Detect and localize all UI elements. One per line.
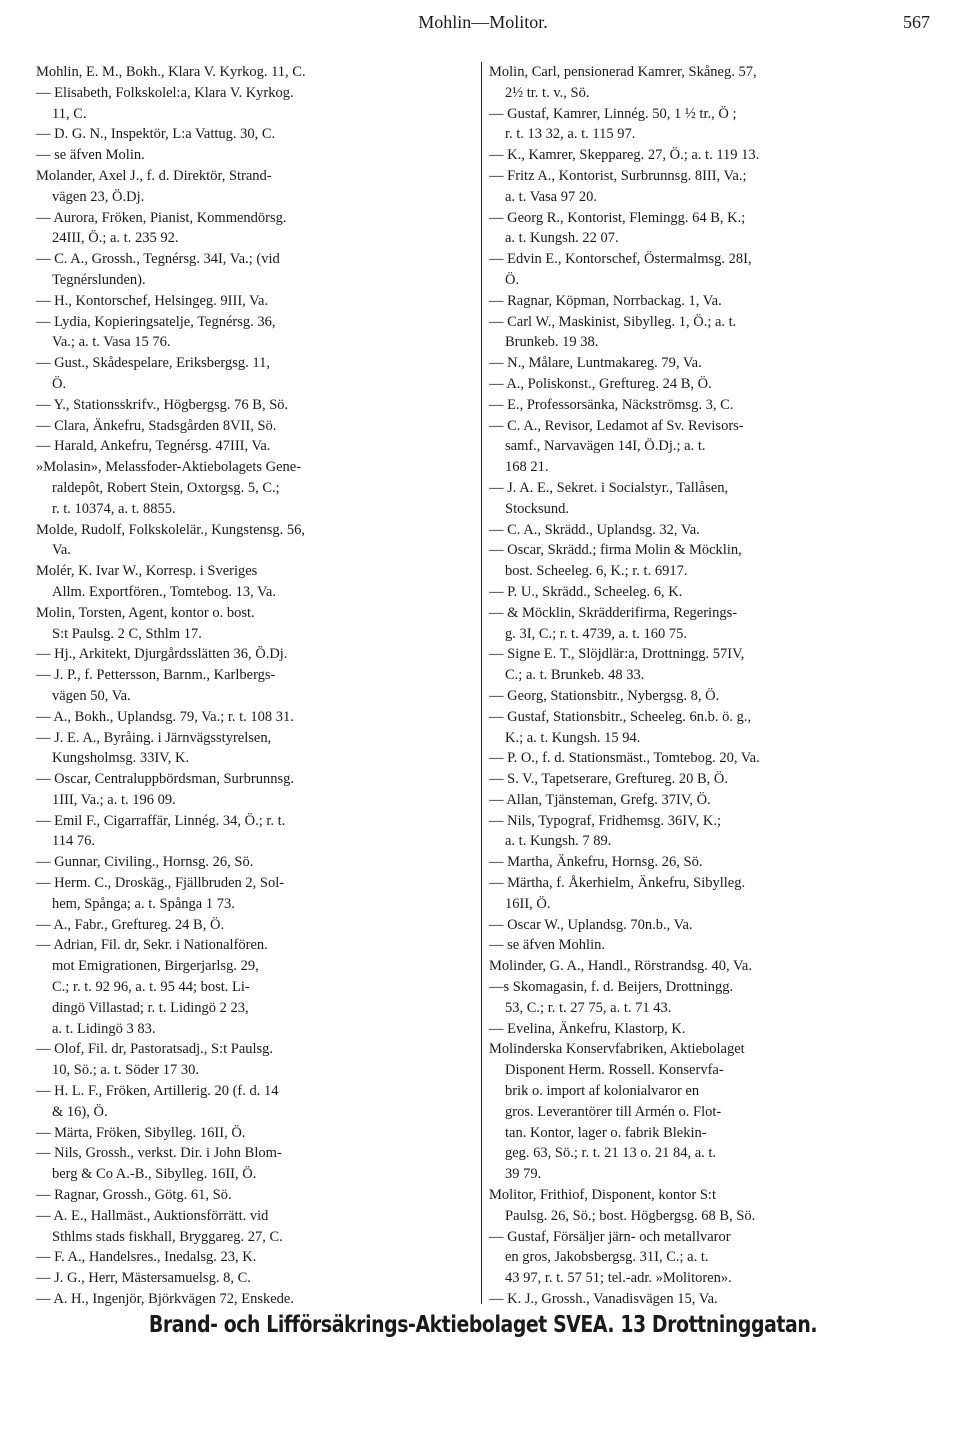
- directory-entry-line: — A. E., Hallmäst., Auktionsförrätt. vid: [36, 1207, 269, 1224]
- directory-entry-line: Ö.: [52, 375, 67, 392]
- directory-entry-line: — N., Målare, Luntmakareg. 79, Va.: [489, 355, 702, 372]
- directory-entry-line: — Elisabeth, Folkskolel:a, Klara V. Kyrkog.: [36, 84, 294, 101]
- directory-entry-line: — P. O., f. d. Stationsmäst., Tomtebog. 20, Va.: [489, 750, 760, 767]
- directory-entry-line: »Molasin», Melassfoder-Aktiebolagets Gene-: [36, 459, 302, 476]
- directory-entry-line: — C. A., Revisor, Ledamot af Sv. Revisors-: [489, 417, 744, 434]
- directory-entry-line: — Y., Stationsskrifv., Högbergsg. 76 B, Sö.: [36, 396, 289, 413]
- directory-entry-line: 2½ tr. t. v., Sö.: [505, 84, 590, 101]
- directory-entry-line: — J. G., Herr, Mästersamuelsg. 8, C.: [36, 1270, 251, 1287]
- directory-columns: [36, 62, 930, 1310]
- directory-entry-line: — D. G. N., Inspektör, L:a Vattug. 30, C.: [36, 126, 276, 143]
- directory-entry-line: — C. A., Grossh., Tegnérsg. 34I, Va.; (vid: [36, 251, 280, 268]
- directory-entry-line: — Lydia, Kopieringsatelje, Tegnérsg. 36,: [36, 313, 276, 330]
- directory-entry-line: Sthlms stads fiskhall, Bryggareg. 27, C.: [52, 1228, 283, 1245]
- directory-entry-line: 168 21.: [505, 459, 549, 476]
- directory-entry-line: K.; a. t. Kungsh. 15 94.: [505, 729, 641, 746]
- directory-entry-line: — Oscar W., Uplandsg. 70n.b., Va.: [489, 916, 693, 933]
- directory-entry-line: Allm. Exportfören., Tomtebog. 13, Va.: [52, 583, 276, 600]
- directory-entry-line: — Edvin E., Kontorschef, Östermalmsg. 28I,: [489, 251, 752, 268]
- directory-entry-line: a. t. Lidingö 3 83.: [52, 1020, 156, 1037]
- directory-entry-line: — J. E. A., Byråing. i Järnvägsstyrelsen,: [36, 729, 272, 746]
- directory-entry-line: Molander, Axel J., f. d. Direktör, Strand-: [36, 167, 272, 184]
- directory-entry-line: — Gust., Skådespelare, Eriksbergsg. 11,: [36, 355, 270, 372]
- directory-entry-line: a. t. Vasa 97 20.: [505, 188, 597, 205]
- directory-entry-line: samf., Narvavägen 14I, Ö.Dj.; a. t.: [505, 438, 706, 455]
- directory-entry-line: g. 3I, C.; r. t. 4739, a. t. 160 75.: [505, 625, 688, 642]
- directory-entry-line: 114 76.: [52, 833, 95, 850]
- directory-entry-line: Brunkeb. 19 38.: [505, 334, 599, 351]
- directory-entry-line: — & Möcklin, Skrädderifirma, Regerings-: [489, 604, 738, 621]
- directory-entry-line: —s Skomagasin, f. d. Beijers, Drottningg.: [489, 979, 734, 996]
- directory-entry-line: — Hj., Arkitekt, Djurgårdsslätten 36, Ö.Dj.: [36, 646, 288, 663]
- directory-entry-line: — K., Kamrer, Skeppareg. 27, Ö.; a. t. 119 13.: [489, 147, 760, 164]
- directory-entry-line: Molinderska Konservfabriken, Aktiebolaget: [489, 1041, 745, 1058]
- directory-entry-line: — H., Kontorschef, Helsingeg. 9III, Va.: [36, 292, 269, 309]
- directory-entry-line: Paulsg. 26, Sö.; bost. Högbergsg. 68 B, Sö.: [505, 1207, 756, 1224]
- directory-entry-line: — Nils, Typograf, Fridhemsg. 36IV, K.;: [489, 812, 722, 829]
- directory-entry-line: — Gustaf, Försäljer järn- och metallvaror: [489, 1228, 731, 1245]
- directory-entry-line: geg. 63, Sö.; r. t. 21 13 o. 21 84, a. t.: [505, 1145, 717, 1162]
- directory-entry-line: 53, C.; r. t. 27 75, a. t. 71 43.: [505, 999, 672, 1016]
- directory-entry-line: — Oscar, Centraluppbördsman, Surbrunnsg.: [36, 771, 294, 788]
- directory-entry-line: C.; r. t. 92 96, a. t. 95 44; bost. Li-: [52, 979, 250, 996]
- directory-entry-line: — Märta, Fröken, Sibylleg. 16II, Ö.: [36, 1124, 246, 1141]
- page-number: 567: [903, 12, 930, 32]
- directory-entry-line: — Adrian, Fil. dr, Sekr. i Nationalfören.: [36, 937, 268, 954]
- directory-entry-line: 1III, Va.; a. t. 196 09.: [52, 791, 176, 808]
- directory-entry-line: & 16), Ö.: [52, 1103, 108, 1120]
- directory-entry-line: C.; a. t. Brunkeb. 48 33.: [505, 667, 645, 684]
- directory-entry-line: — Allan, Tjänsteman, Grefg. 37IV, Ö.: [489, 791, 711, 808]
- directory-entry-line: — Gustaf, Kamrer, Linnég. 50, 1 ½ tr., Ö ;: [489, 105, 737, 122]
- directory-entry-line: r. t. 10374, a. t. 8855.: [52, 500, 176, 517]
- directory-entry-line: 11, C.: [52, 105, 87, 122]
- directory-entry-line: mot Emigrationen, Birgerjarlsg. 29,: [52, 958, 259, 975]
- directory-entry-line: — Ragnar, Köpman, Norrbackag. 1, Va.: [489, 292, 722, 309]
- directory-entry-line: brik o. import af kolonialvaror en: [505, 1083, 700, 1100]
- directory-entry-line: Va.: [52, 542, 71, 559]
- directory-entry-line: — se äfven Molin.: [36, 147, 145, 164]
- footer-advertisement: Brand- och Lifförsäkrings-Aktiebolaget SVEA. 13 Drottninggatan.: [148, 1312, 818, 1338]
- directory-entry-line: Molde, Rudolf, Folkskolelär., Kungstensg. 56,: [36, 521, 306, 538]
- directory-entry-line: — Signe E. T., Slöjdlär:a, Drottningg. 57IV,: [489, 646, 745, 663]
- page-header: [36, 12, 930, 42]
- directory-entry-line: Tegnérslunden).: [52, 271, 146, 288]
- directory-entry-line: vägen 50, Va.: [52, 687, 131, 704]
- right-column: [489, 62, 930, 1310]
- directory-entry-line: Ö.: [505, 271, 520, 288]
- directory-entry-line: — Harald, Ankefru, Tegnérsg. 47III, Va.: [36, 438, 271, 455]
- directory-entry-line: 24III, Ö.; a. t. 235 92.: [52, 230, 179, 247]
- directory-entry-line: a. t. Kungsh. 22 07.: [505, 230, 619, 247]
- running-title: Mohlin—Molitor.: [418, 12, 548, 32]
- directory-entry-line: Kungsholmsg. 33IV, K.: [52, 750, 190, 767]
- directory-entry-line: — Olof, Fil. dr, Pastoratsadj., S:t Paulsg.: [36, 1041, 274, 1058]
- directory-entry-line: — A., Fabr., Greftureg. 24 B, Ö.: [36, 916, 225, 933]
- directory-entry-line: — Georg, Stationsbitr., Nybergsg. 8, Ö.: [489, 687, 720, 704]
- directory-entry-line: — Märtha, f. Åkerhielm, Änkefru, Sibylleg.: [489, 875, 746, 892]
- directory-entry-line: 16II, Ö.: [505, 895, 551, 912]
- directory-entry-line: bost. Scheeleg. 6, K.; r. t. 6917.: [505, 563, 688, 580]
- directory-entry-line: dingö Villastad; r. t. Lidingö 2 23,: [52, 999, 249, 1016]
- directory-entry-line: — C. A., Skrädd., Uplandsg. 32, Va.: [489, 521, 700, 538]
- directory-entry-line: — F. A., Handelsres., Inedalsg. 23, K.: [36, 1249, 257, 1266]
- directory-entry-line: Stocksund.: [505, 500, 570, 517]
- directory-entry-line: — Ragnar, Grossh., Götg. 61, Sö.: [36, 1187, 232, 1204]
- left-column: [36, 62, 476, 1310]
- directory-entry-line: 10, Sö.; a. t. Söder 17 30.: [52, 1062, 200, 1079]
- directory-entry-line: Mohlin, E. M., Bokh., Klara V. Kyrkog. 11, C.: [36, 64, 306, 80]
- directory-entry-line: — Evelina, Änkefru, Klastorp, K.: [489, 1020, 686, 1037]
- directory-entry-line: — Oscar, Skrädd.; firma Molin & Möcklin,: [489, 542, 742, 559]
- directory-entry-line: — Herm. C., Droskäg., Fjällbruden 2, Sol-: [36, 875, 285, 892]
- directory-entry-line: Molér, K. Ivar W., Korresp. i Sveriges: [36, 563, 258, 580]
- directory-entry-line: r. t. 13 32, a. t. 115 97.: [505, 126, 636, 143]
- directory-entry-line: — Aurora, Fröken, Pianist, Kommendörsg.: [36, 209, 287, 226]
- directory-entry-line: — Emil F., Cigarraffär, Linnég. 34, Ö.; r. t.: [36, 812, 286, 829]
- directory-entry-line: — Fritz A., Kontorist, Surbrunnsg. 8III, Va.;: [489, 167, 747, 184]
- directory-entry-line: berg & Co A.-B., Sibylleg. 16II, Ö.: [52, 1166, 257, 1183]
- directory-entry-line: gros. Leverantörer till Armén o. Flot-: [505, 1103, 722, 1120]
- directory-entry-line: — se äfven Mohlin.: [489, 937, 605, 954]
- directory-entry-line: tan. Kontor, lager o. fabrik Blekin-: [505, 1124, 707, 1141]
- directory-entry-line: Disponent Herm. Rossell. Konservfa-: [505, 1062, 724, 1079]
- directory-entry-line: hem, Spånga; a. t. Spånga 1 73.: [52, 895, 235, 912]
- directory-entry-line: en gros, Jakobsbergsg. 31I, C.; a. t.: [505, 1249, 709, 1266]
- directory-entry-line: 39 79.: [505, 1166, 542, 1183]
- directory-entry-line: — Clara, Änkefru, Stadsgården 8VII, Sö.: [36, 417, 277, 434]
- directory-entry-line: — P. U., Skrädd., Scheeleg. 6, K.: [489, 583, 683, 600]
- directory-entry-line: a. t. Kungsh. 7 89.: [505, 833, 612, 850]
- directory-entry-line: — A., Bokh., Uplandsg. 79, Va.; r. t. 108 31.: [36, 708, 294, 725]
- directory-entry-line: — K. J., Grossh., Vanadisvägen 15, Va.: [489, 1291, 718, 1308]
- directory-entry-line: — S. V., Tapetserare, Greftureg. 20 B, Ö.: [489, 771, 728, 788]
- directory-entry-line: — A. H., Ingenjör, Björkvägen 72, Enskede.: [36, 1291, 294, 1308]
- directory-entry-line: raldepôt, Robert Stein, Oxtorgsg. 5, C.;: [52, 479, 280, 496]
- directory-entry-line: Molinder, G. A., Handl., Rörstrandsg. 40, Va.: [489, 958, 752, 975]
- directory-entry-line: S:t Paulsg. 2 C, Sthlm 17.: [52, 625, 202, 642]
- directory-entry-line: — Nils, Grossh., verkst. Dir. i John Blom-: [36, 1145, 282, 1162]
- directory-entry-line: — Gustaf, Stationsbitr., Scheeleg. 6n.b. ö. g.,: [489, 708, 752, 725]
- directory-entry-line: Molin, Carl, pensionerad Kamrer, Skåneg. 57,: [489, 64, 757, 80]
- directory-entry-line: — E., Professorsänka, Näckströmsg. 3, C.: [489, 396, 734, 413]
- directory-entry-line: — Martha, Änkefru, Hornsg. 26, Sö.: [489, 854, 703, 871]
- directory-entry-line: — Carl W., Maskinist, Sibylleg. 1, Ö.; a. t.: [489, 313, 737, 330]
- column-divider: [481, 62, 482, 1304]
- directory-entry-line: — H. L. F., Fröken, Artillerig. 20 (f. d. 14: [36, 1083, 279, 1100]
- directory-entry-line: — J. P., f. Pettersson, Barnm., Karlbergs-: [36, 667, 276, 684]
- directory-entry-line: Va.; a. t. Vasa 15 76.: [52, 334, 171, 351]
- directory-entry-line: Molitor, Frithiof, Disponent, kontor S:t: [489, 1187, 716, 1204]
- directory-entry-line: — Georg R., Kontorist, Flemingg. 64 B, K.;: [489, 209, 746, 226]
- directory-entry-line: 43 97, r. t. 57 51; tel.-adr. »Molitoren».: [505, 1270, 732, 1287]
- directory-entry-line: Molin, Torsten, Agent, kontor o. bost.: [36, 604, 255, 621]
- directory-entry-line: — J. A. E., Sekret. i Socialstyr., Tallåsen,: [489, 479, 729, 496]
- directory-entry-line: — A., Poliskonst., Greftureg. 24 B, Ö.: [489, 375, 712, 392]
- directory-entry-line: — Gunnar, Civiling., Hornsg. 26, Sö.: [36, 854, 254, 871]
- directory-entry-line: vägen 23, Ö.Dj.: [52, 188, 145, 205]
